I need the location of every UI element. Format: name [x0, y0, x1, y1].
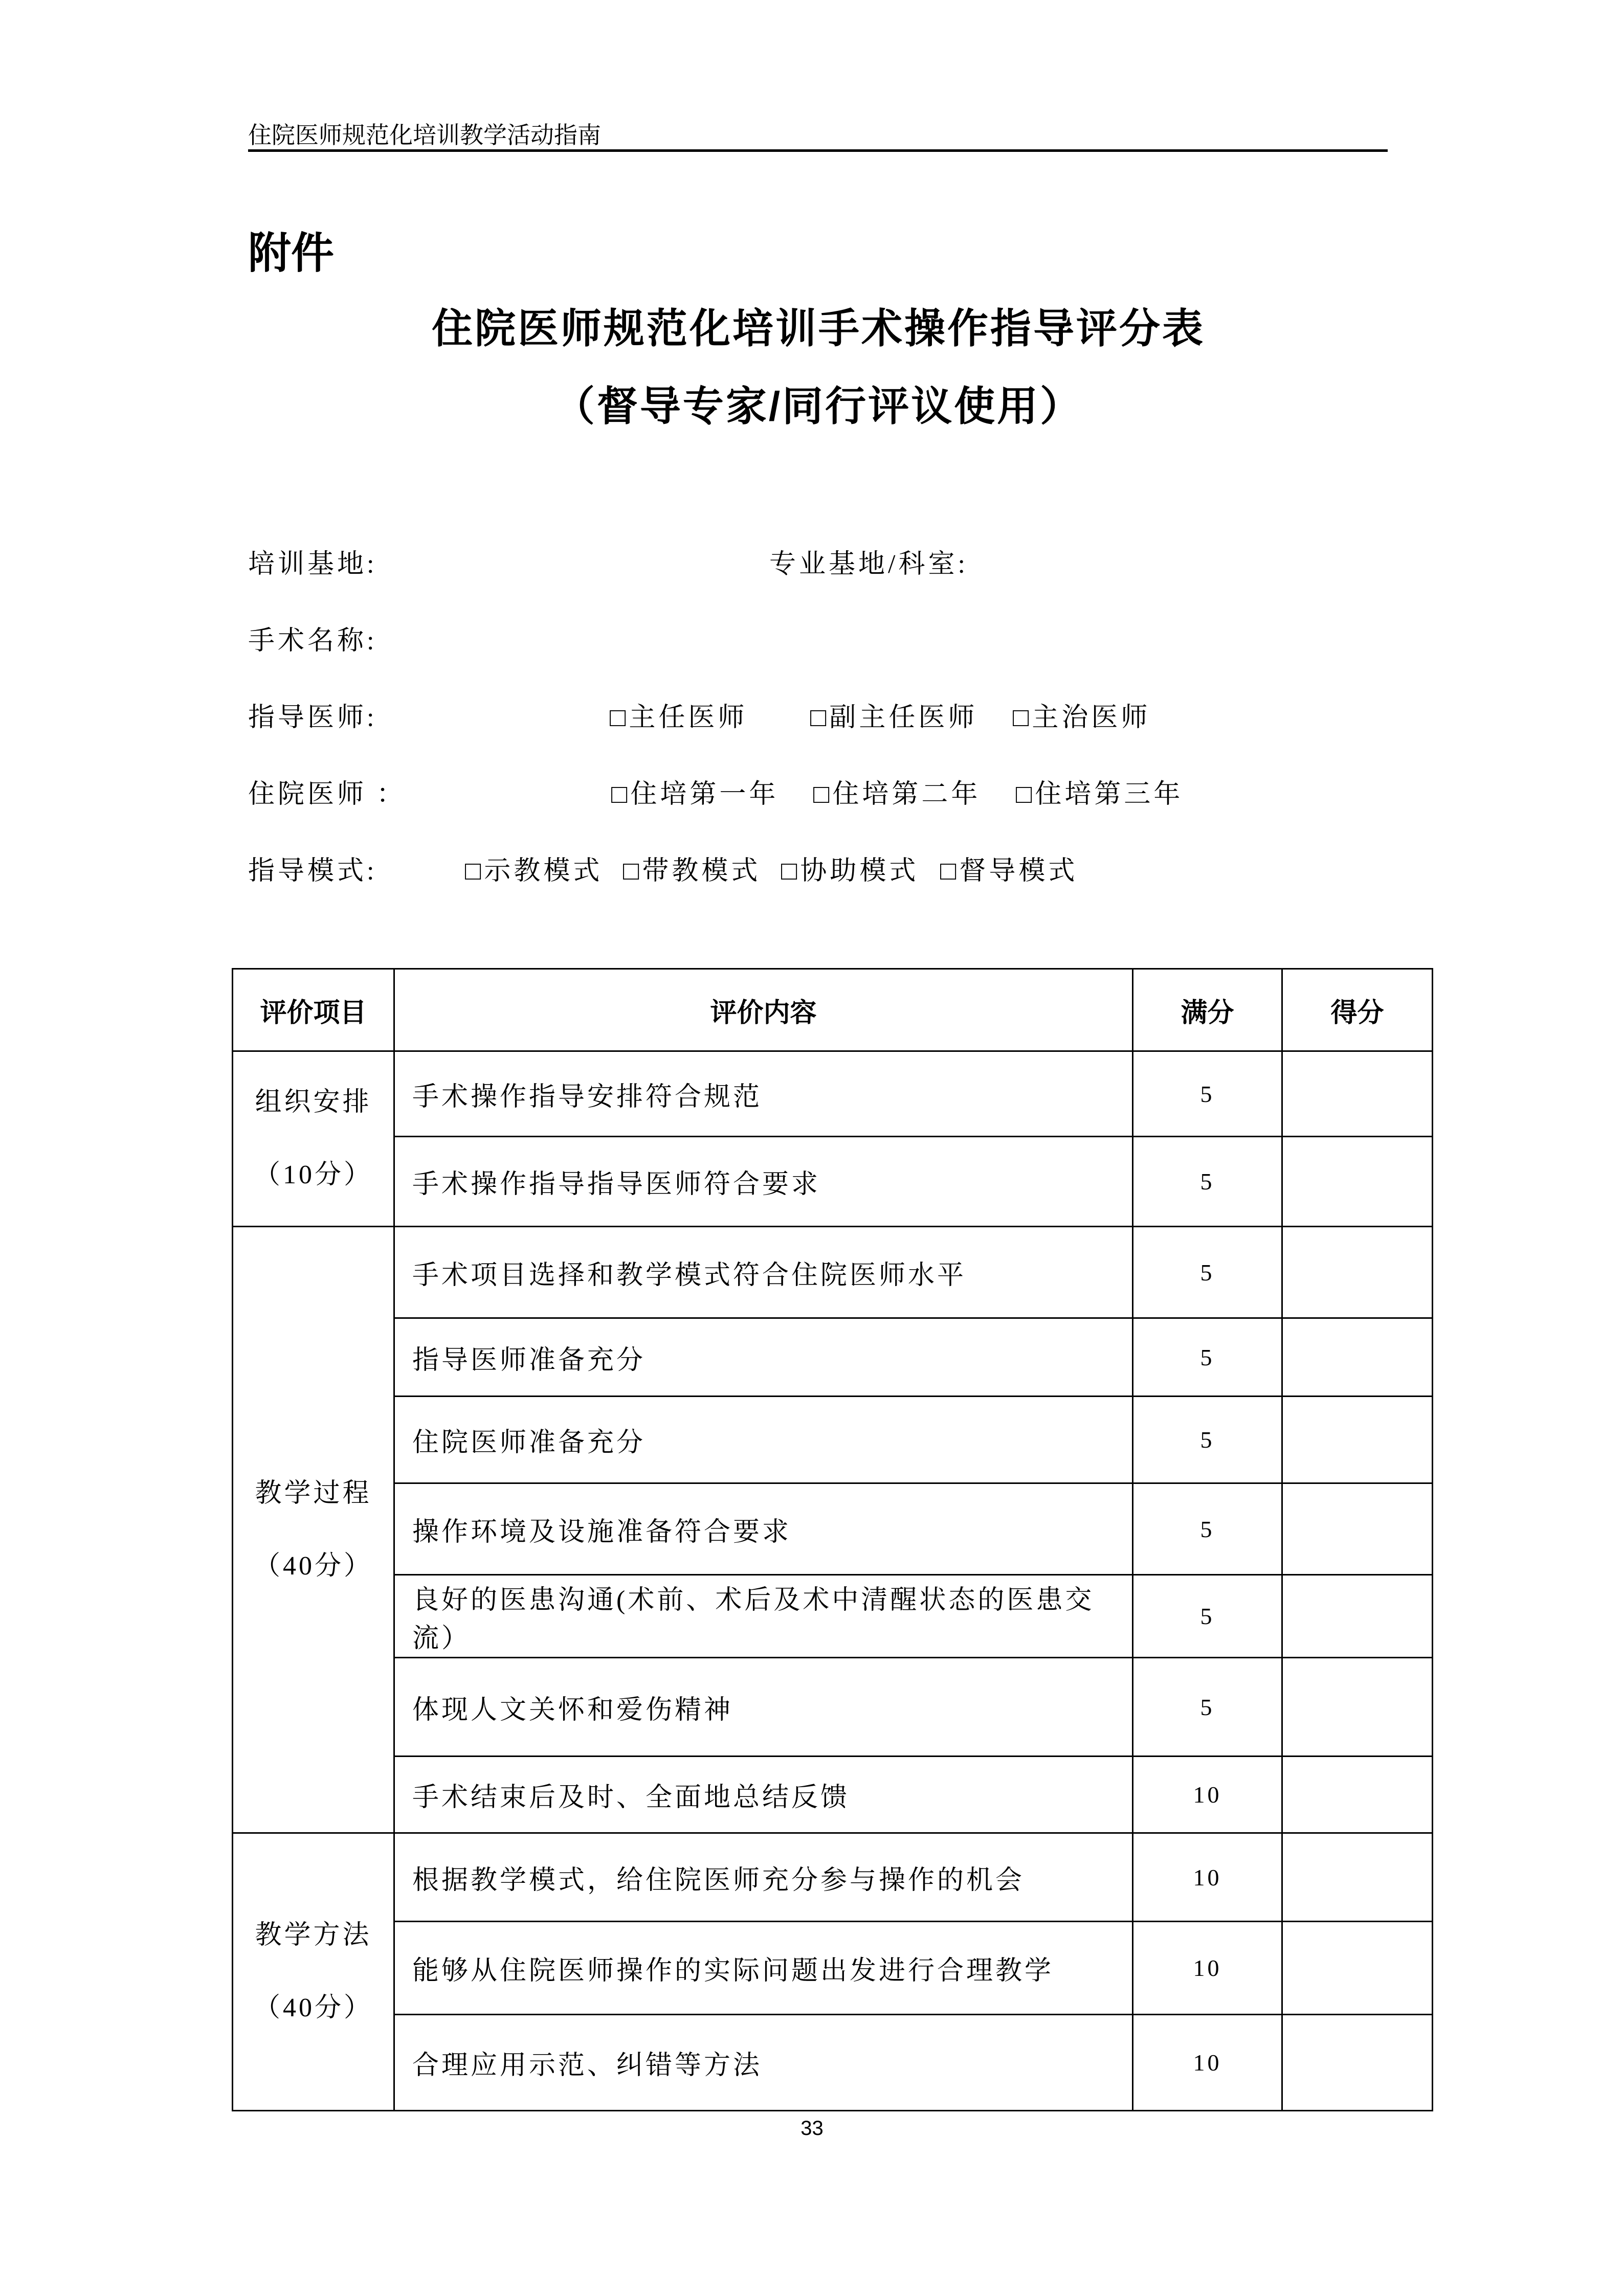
resident-option-year3[interactable]: □住培第三年	[1016, 780, 1184, 809]
instructor-option-associate[interactable]: □副主任医师	[810, 703, 978, 732]
content-cell: 手术结束后及时、全面地总结反馈	[394, 1757, 1133, 1833]
score-input-cell[interactable]	[1282, 1575, 1433, 1658]
running-header: 住院医师规范化培训教学活动指南	[248, 122, 601, 148]
surgery-label: 手术名称:	[248, 626, 377, 656]
category-name: 组织安排	[255, 1088, 372, 1117]
max-score-cell: 10	[1133, 2015, 1282, 2111]
table-row	[233, 1137, 1433, 1227]
category-score: （40分）	[253, 1993, 373, 2022]
mode-option-demo[interactable]: □示教模式	[465, 857, 603, 886]
table-row	[233, 1318, 1433, 1397]
page-number: 33	[800, 2117, 824, 2140]
category-cell	[233, 1833, 394, 2111]
table-row	[233, 2015, 1433, 2111]
mode-option-supervise[interactable]: □督导模式	[940, 857, 1078, 886]
category-cell	[233, 1227, 394, 1833]
header-divider	[248, 149, 1388, 152]
content-cell: 能够从住院医师操作的实际问题出发进行合理教学	[394, 1922, 1133, 2015]
table-row	[233, 1483, 1433, 1575]
category-name: 教学过程	[255, 1478, 372, 1508]
max-score-cell: 5	[1133, 1227, 1282, 1318]
instructor-option-chief[interactable]: □主任医师	[610, 703, 748, 732]
instructor-option-attending[interactable]: □主治医师	[1013, 703, 1151, 732]
max-score-cell: 5	[1133, 1483, 1282, 1575]
content-cell: 手术操作指导指导医师符合要求	[394, 1137, 1133, 1227]
content-cell: 根据教学模式，给住院医师充分参与操作的机会	[394, 1833, 1133, 1922]
header-category: 评价项目	[233, 969, 394, 1051]
resident-option-year1[interactable]: □住培第一年	[611, 780, 779, 809]
table-row	[233, 1922, 1433, 2015]
header-max-score: 满分	[1133, 969, 1282, 1051]
score-input-cell[interactable]	[1282, 2015, 1433, 2111]
content-cell: 指导医师准备充分	[394, 1318, 1133, 1397]
content-cell: 手术项目选择和教学模式符合住院医师水平	[394, 1227, 1133, 1318]
resident-label: 住院医师 ：	[248, 780, 407, 809]
max-score-cell: 5	[1133, 1397, 1282, 1483]
score-input-cell[interactable]	[1282, 1137, 1433, 1227]
content-cell: 体现人文关怀和爱伤精神	[394, 1658, 1133, 1757]
content-cell: 合理应用示范、纠错等方法	[394, 2015, 1133, 2111]
table-row	[233, 1575, 1433, 1658]
max-score-cell: 10	[1133, 1922, 1282, 2015]
content-cell: 手术操作指导安排符合规范	[394, 1051, 1133, 1137]
table-row	[233, 1227, 1433, 1318]
table-row	[233, 1757, 1433, 1833]
score-input-cell[interactable]	[1282, 1658, 1433, 1757]
score-table	[232, 968, 1433, 2111]
score-input-cell[interactable]	[1282, 1922, 1433, 2015]
max-score-cell: 5	[1133, 1318, 1282, 1397]
max-score-cell: 5	[1133, 1051, 1282, 1137]
max-score-cell: 5	[1133, 1137, 1282, 1227]
max-score-cell: 10	[1133, 1833, 1282, 1922]
mode-option-assist[interactable]: □协助模式	[781, 857, 919, 886]
category-score: （40分）	[253, 1551, 373, 1581]
score-input-cell[interactable]	[1282, 1227, 1433, 1318]
content-cell: 操作环境及设施准备符合要求	[394, 1483, 1133, 1575]
score-input-cell[interactable]	[1282, 1318, 1433, 1397]
header-score: 得分	[1282, 969, 1433, 1051]
score-input-cell[interactable]	[1282, 1051, 1433, 1137]
table-header-row	[233, 969, 1433, 1051]
annex-label: 附件	[248, 229, 335, 277]
table-row	[233, 1833, 1433, 1922]
resident-option-year2[interactable]: □住培第二年	[813, 780, 981, 809]
content-cell: 良好的医患沟通(术前、术后及术中清醒状态的医患交流）	[394, 1575, 1133, 1658]
score-input-cell[interactable]	[1282, 1483, 1433, 1575]
table-row	[233, 1658, 1433, 1757]
category-name: 教学方法	[255, 1921, 372, 1950]
max-score-cell: 5	[1133, 1575, 1282, 1658]
mode-option-teaching[interactable]: □带教模式	[623, 857, 761, 886]
header-content: 评价内容	[394, 969, 1133, 1051]
page-subtitle: （督导专家/同行评议使用）	[553, 384, 1083, 429]
category-score: （10分）	[253, 1160, 373, 1189]
mode-label: 指导模式:	[248, 857, 377, 886]
page-title: 住院医师规范化培训手术操作指导评分表	[432, 306, 1205, 351]
content-cell: 住院医师准备充分	[394, 1397, 1133, 1483]
instructor-label: 指导医师:	[248, 703, 377, 732]
dept-label: 专业基地/科室:	[769, 550, 968, 579]
table-row	[233, 1397, 1433, 1483]
base-label: 培训基地:	[248, 550, 377, 579]
max-score-cell: 10	[1133, 1757, 1282, 1833]
score-input-cell[interactable]	[1282, 1833, 1433, 1922]
score-input-cell[interactable]	[1282, 1757, 1433, 1833]
score-input-cell[interactable]	[1282, 1397, 1433, 1483]
max-score-cell: 5	[1133, 1658, 1282, 1757]
table-row	[233, 1051, 1433, 1137]
category-cell	[233, 1051, 394, 1227]
